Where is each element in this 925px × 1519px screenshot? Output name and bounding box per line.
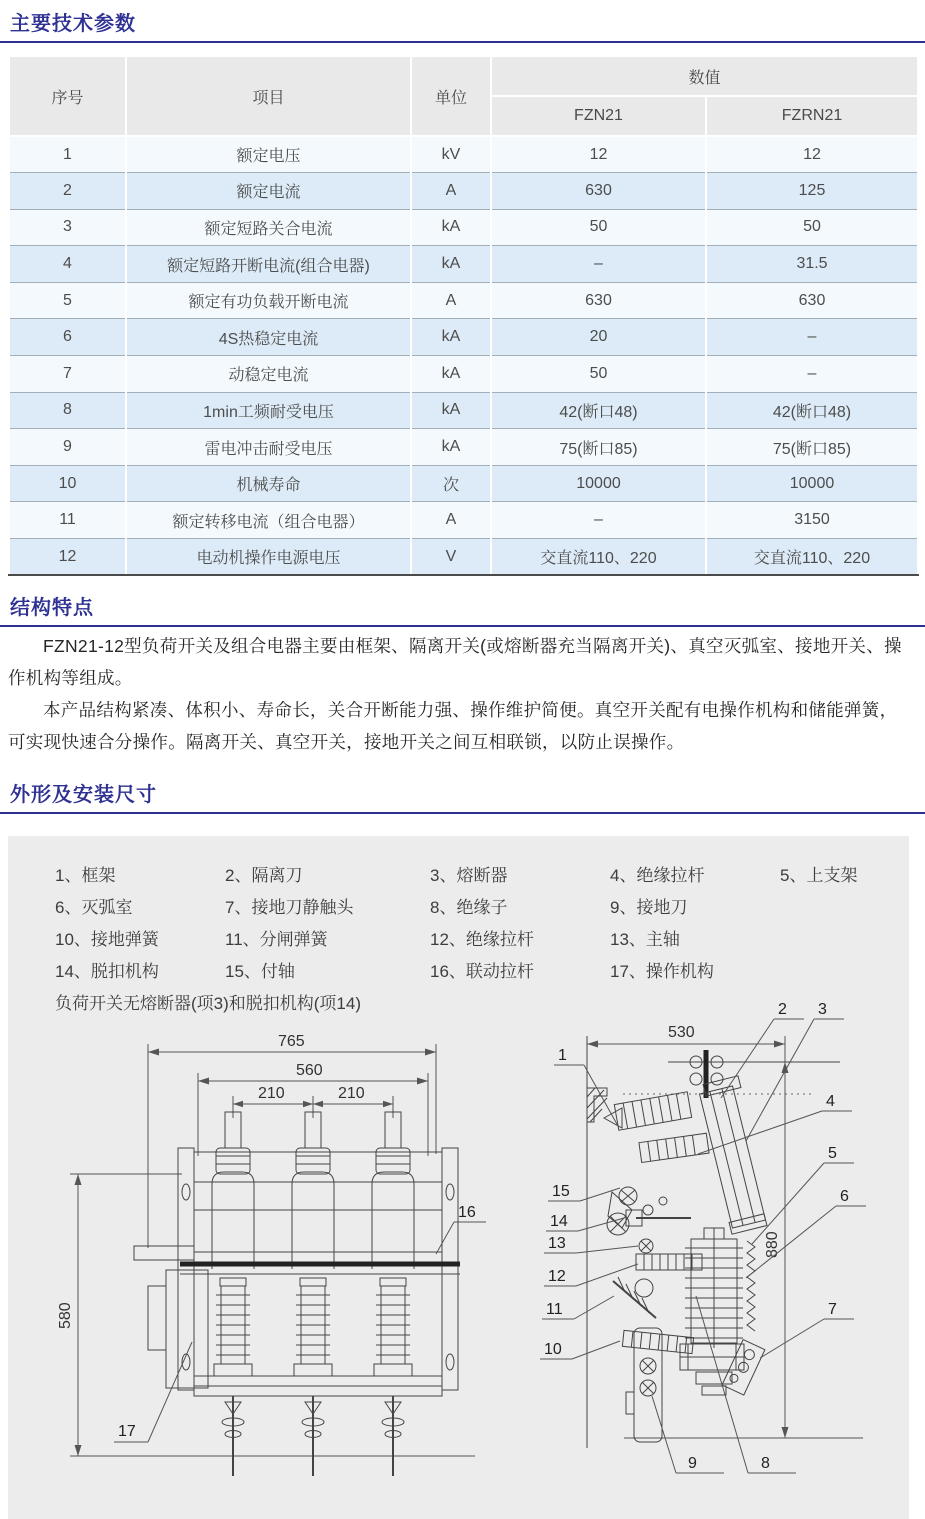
bushing-pole-right bbox=[372, 1112, 414, 1269]
cell-no: 11 bbox=[9, 502, 126, 539]
callout-5: 5 bbox=[828, 1144, 837, 1162]
table-row bbox=[9, 539, 918, 576]
callout-14: 14 bbox=[550, 1212, 568, 1230]
cell-unit: A bbox=[411, 502, 491, 539]
cell-unit: 次 bbox=[411, 465, 491, 502]
pull-rod-insulator bbox=[639, 1133, 709, 1162]
callout-6: 6 bbox=[840, 1187, 849, 1205]
table-row bbox=[9, 209, 918, 246]
part-item: 9、接地刀 bbox=[610, 897, 688, 917]
cell-fzrn21: 31.5 bbox=[706, 246, 918, 283]
section-header-outline bbox=[0, 771, 925, 814]
table-row bbox=[9, 282, 918, 319]
cell-unit: kA bbox=[411, 392, 491, 429]
dim-560: 560 bbox=[296, 1061, 323, 1079]
opening-spring bbox=[613, 1277, 656, 1318]
part-item: 12、绝缘拉杆 bbox=[430, 929, 534, 949]
callout-12: 12 bbox=[548, 1267, 566, 1285]
top-terminal bbox=[690, 1050, 723, 1098]
callout-7: 7 bbox=[828, 1300, 837, 1318]
cell-unit: V bbox=[411, 539, 491, 576]
callout-13: 13 bbox=[548, 1234, 566, 1252]
cell-no: 7 bbox=[9, 356, 126, 393]
cell-unit: A bbox=[411, 282, 491, 319]
cell-no: 5 bbox=[9, 282, 126, 319]
part-item: 6、灭弧室 bbox=[55, 897, 133, 917]
cell-fzrn21: 42(断口48) bbox=[706, 392, 918, 429]
cell-item: 额定短路开断电流(组合电器) bbox=[126, 246, 411, 283]
fuse-tube bbox=[700, 1075, 767, 1233]
cell-fzrn21: 75(断口85) bbox=[706, 429, 918, 466]
col-header-unit: 单位 bbox=[411, 56, 491, 136]
cell-no: 9 bbox=[9, 429, 126, 466]
dim-210-left: 210 bbox=[258, 1084, 285, 1102]
parts-list bbox=[8, 836, 909, 988]
cell-fzn21: 10000 bbox=[491, 465, 706, 502]
cell-unit: kV bbox=[411, 136, 491, 173]
parts-list-note: 负荷开关无熔断器(项3)和脱扣机构(项14) bbox=[55, 993, 362, 1013]
cell-fzrn21: – bbox=[706, 356, 918, 393]
section-title-outline: 外形及安装尺寸 bbox=[10, 783, 157, 806]
cell-fzn21: 20 bbox=[491, 319, 706, 356]
structure-paragraph-1: FZN21-12型负荷开关及组合电器主要由框架、隔离开关(或熔断器充当隔离开关)、真空灭弧室、接地开关、操作机构等组成。 bbox=[8, 636, 902, 688]
section-title-structure: 结构特点 bbox=[10, 597, 94, 620]
params-table-header bbox=[9, 56, 918, 136]
bushing-pole-middle bbox=[292, 1112, 334, 1269]
callout-8: 8 bbox=[761, 1454, 770, 1472]
cell-fzn21: 12 bbox=[491, 136, 706, 173]
params-table bbox=[8, 55, 919, 576]
cell-no: 1 bbox=[9, 136, 126, 173]
cell-fzn21: 630 bbox=[491, 173, 706, 210]
col-header-fzn21: FZN21 bbox=[491, 96, 706, 136]
cell-item: 额定电压 bbox=[126, 136, 411, 173]
page-title: 主要技术参数 bbox=[10, 13, 136, 35]
col-header-value-group: 数值 bbox=[491, 56, 918, 96]
cell-no: 2 bbox=[9, 173, 126, 210]
col-header-fzrn21: FZRN21 bbox=[706, 96, 918, 136]
table-row bbox=[9, 356, 918, 393]
dim-210-right: 210 bbox=[338, 1084, 365, 1102]
callout-4: 4 bbox=[826, 1092, 835, 1110]
callout-9: 9 bbox=[688, 1454, 697, 1472]
linkage-mechanism bbox=[607, 1187, 691, 1253]
structure-paragraphs bbox=[0, 627, 925, 768]
cell-item: 额定短路关合电流 bbox=[126, 209, 411, 246]
cell-fzrn21: 交直流110、220 bbox=[706, 539, 918, 576]
left-arm bbox=[134, 1246, 194, 1260]
cell-item: 1min工频耐受电压 bbox=[126, 392, 411, 429]
insulator-stack-right bbox=[374, 1278, 412, 1376]
col-header-item: 项目 bbox=[126, 56, 411, 136]
part-item: 11、分闸弹簧 bbox=[225, 929, 328, 949]
table-row bbox=[9, 173, 918, 210]
callout-16: 16 bbox=[458, 1203, 476, 1221]
cell-fzn21: 630 bbox=[491, 282, 706, 319]
front-view-drawing bbox=[30, 1024, 510, 1514]
cell-no: 8 bbox=[9, 392, 126, 429]
part-item: 14、脱扣机构 bbox=[55, 961, 159, 981]
cell-item: 额定电流 bbox=[126, 173, 411, 210]
frame-body bbox=[178, 1148, 458, 1390]
drawing-panel bbox=[8, 836, 909, 1519]
table-row bbox=[9, 136, 918, 173]
insulator-stack-left bbox=[214, 1278, 252, 1376]
cell-item: 雷电冲击耐受电压 bbox=[126, 429, 411, 466]
cell-fzn21: 交直流110、220 bbox=[491, 539, 706, 576]
part-item: 4、绝缘拉杆 bbox=[610, 865, 705, 885]
bushing-pole-left bbox=[212, 1112, 254, 1269]
section-header-params bbox=[0, 0, 925, 43]
part-item: 5、上支架 bbox=[780, 865, 858, 885]
cell-fzn21: 75(断口85) bbox=[491, 429, 706, 466]
cell-item: 额定有功负载开断电流 bbox=[126, 282, 411, 319]
part-item: 13、主轴 bbox=[610, 929, 680, 949]
part-item: 10、接地弹簧 bbox=[55, 929, 159, 949]
cell-item: 额定转移电流（组合电器） bbox=[126, 502, 411, 539]
part-item: 7、接地刀静触头 bbox=[225, 897, 354, 917]
callout-17: 17 bbox=[118, 1422, 136, 1440]
cell-fzrn21: 12 bbox=[706, 136, 918, 173]
part-item: 15、付轴 bbox=[225, 961, 295, 981]
callout-11: 11 bbox=[546, 1300, 563, 1318]
col-header-no: 序号 bbox=[9, 56, 126, 136]
cell-fzrn21: 3150 bbox=[706, 502, 918, 539]
cell-fzrn21: – bbox=[706, 319, 918, 356]
dim-530: 530 bbox=[668, 1023, 695, 1041]
cell-no: 12 bbox=[9, 539, 126, 576]
dim-765: 765 bbox=[278, 1032, 305, 1050]
section-header-structure bbox=[0, 584, 925, 627]
disconnector-insulator bbox=[614, 1091, 691, 1129]
cell-fzn21: 42(断口48) bbox=[491, 392, 706, 429]
dim-880: 880 bbox=[764, 1230, 781, 1258]
insulator-stack-middle bbox=[294, 1278, 332, 1376]
structure-paragraph-2: 本产品结构紧凑、体积小、寿命长，关合开断能力强、操作维护简便。真空开关配有电操作机构和储能弹簧，可实现快速合分操作。隔离开关、真空开关，接地开关之间互相联锁，以防止误操作。 bbox=[8, 699, 898, 752]
cell-item: 4S热稳定电流 bbox=[126, 319, 411, 356]
cell-item: 机械寿命 bbox=[126, 465, 411, 502]
table-row bbox=[9, 465, 918, 502]
table-row bbox=[9, 319, 918, 356]
part-item: 3、熔断器 bbox=[430, 865, 508, 885]
frame-hatch bbox=[587, 1088, 607, 1122]
cell-unit: kA bbox=[411, 356, 491, 393]
side-view-drawing bbox=[528, 996, 908, 1516]
cell-fzn21: – bbox=[491, 502, 706, 539]
callout-1: 1 bbox=[558, 1046, 567, 1064]
cell-item: 动稳定电流 bbox=[126, 356, 411, 393]
cell-no: 3 bbox=[9, 209, 126, 246]
part-item: 16、联动拉杆 bbox=[430, 961, 534, 981]
cell-fzrn21: 10000 bbox=[706, 465, 918, 502]
part-item: 1、框架 bbox=[55, 865, 116, 885]
cell-no: 6 bbox=[9, 319, 126, 356]
cell-unit: kA bbox=[411, 209, 491, 246]
callout-3: 3 bbox=[818, 1000, 827, 1018]
cell-fzrn21: 125 bbox=[706, 173, 918, 210]
ground-rods bbox=[222, 1396, 404, 1476]
part-item: 17、操作机构 bbox=[610, 961, 714, 981]
dim-580: 580 bbox=[57, 1301, 74, 1329]
cell-fzrn21: 50 bbox=[706, 209, 918, 246]
table-row bbox=[9, 246, 918, 283]
cell-fzn21: – bbox=[491, 246, 706, 283]
cell-no: 10 bbox=[9, 465, 126, 502]
table-row bbox=[9, 429, 918, 466]
cell-unit: kA bbox=[411, 429, 491, 466]
cell-fzn21: 50 bbox=[491, 209, 706, 246]
callout-10: 10 bbox=[544, 1340, 562, 1358]
cell-unit: kA bbox=[411, 246, 491, 283]
earthing-static-contact bbox=[722, 1339, 765, 1394]
part-item: 8、绝缘子 bbox=[430, 897, 508, 917]
table-row bbox=[9, 392, 918, 429]
cell-fzrn21: 630 bbox=[706, 282, 918, 319]
table-row bbox=[9, 502, 918, 539]
part-item: 2、隔离刀 bbox=[225, 865, 303, 885]
cell-fzn21: 50 bbox=[491, 356, 706, 393]
callout-15: 15 bbox=[552, 1182, 570, 1200]
callout-2: 2 bbox=[778, 1000, 787, 1018]
cell-unit: A bbox=[411, 173, 491, 210]
cell-no: 4 bbox=[9, 246, 126, 283]
earthing-spring bbox=[622, 1330, 693, 1353]
cell-item: 电动机操作电源电压 bbox=[126, 539, 411, 576]
cell-unit: kA bbox=[411, 319, 491, 356]
